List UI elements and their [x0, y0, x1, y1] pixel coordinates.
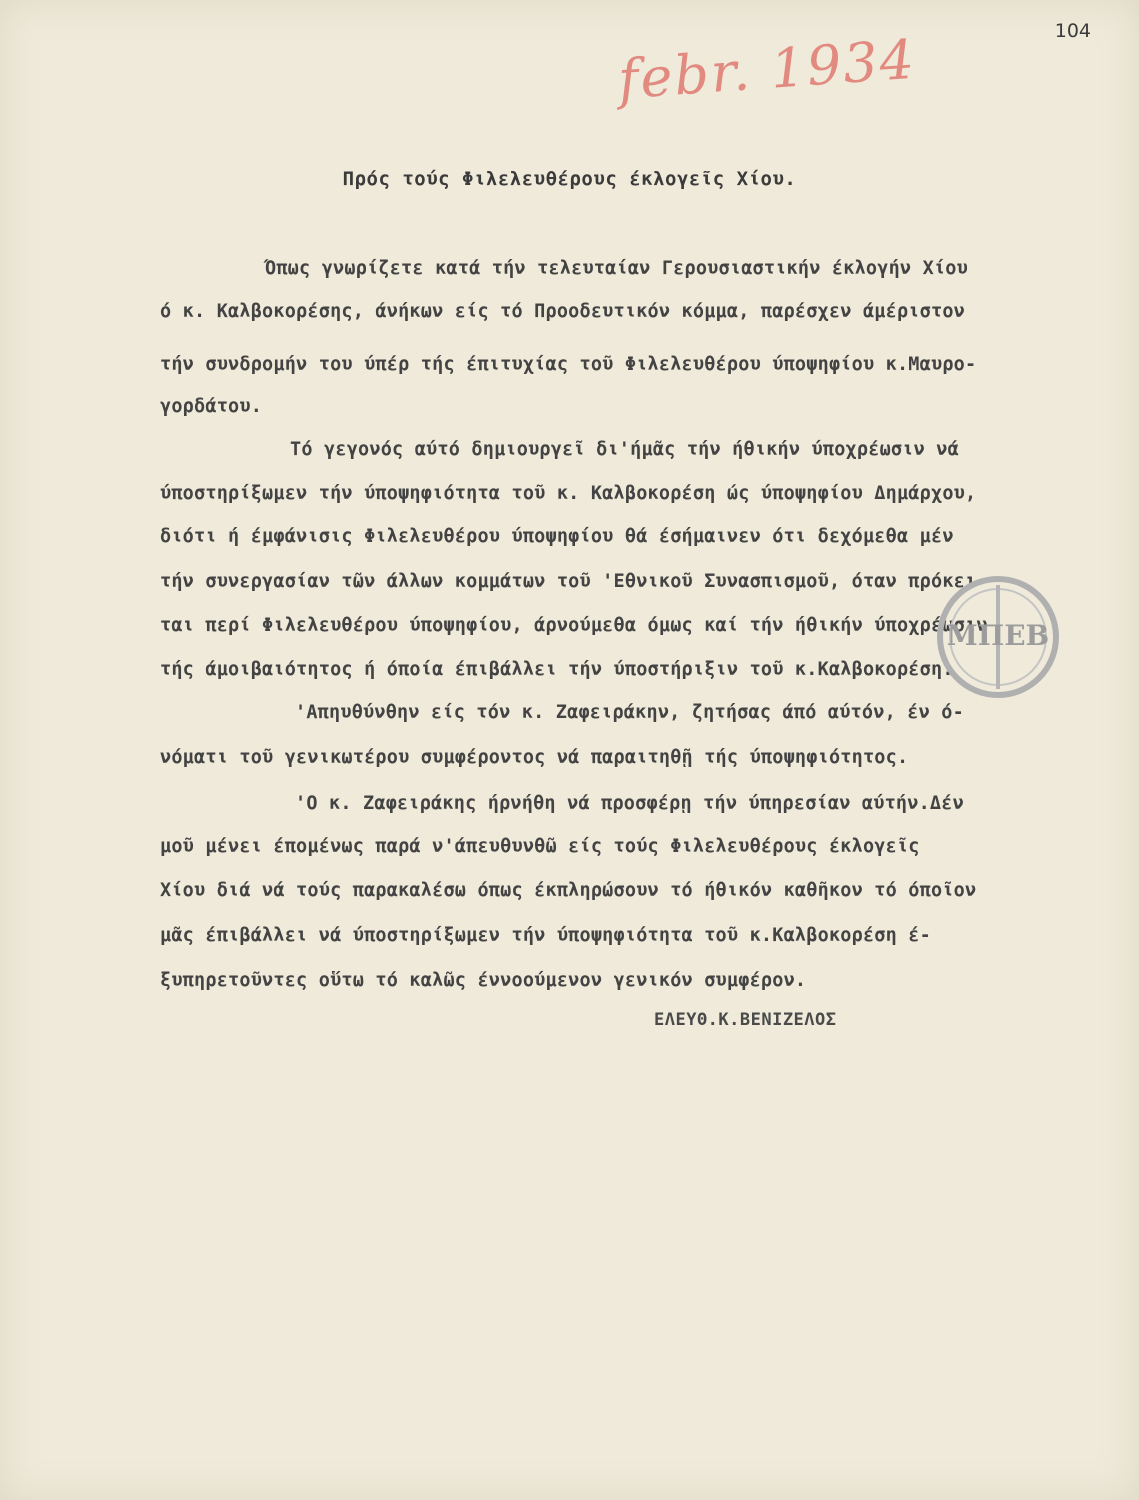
text-line: ό κ. Καλβοκορέσης, άνήκων είς τό Προοδευτικόν κόμμα, παρέσχεν άμέριστον — [160, 301, 965, 322]
text-line: διότι ή έμφάνισις Φιλελευθέρου ύποψηφίου θά έσήμαινεν ότι δεχόμεθα μέν — [160, 526, 954, 547]
text-line: νόματι τοῦ γενικωτέρου συμφέροντος νά παραιτηθῇ τής ύποψηφιότητος. — [160, 747, 909, 768]
page-number: 104 — [1054, 20, 1091, 42]
text-line: Τό γεγονός αύτό δημιουργεῖ δι'ήμᾶς τήν ήθικήν ύποχρέωσιν νά — [290, 439, 959, 460]
text-line: μᾶς έπιβάλλει νά ύποστηρίξωμεν τήν ύποψηφιότητα τοῦ κ.Καλβοκορέση έ- — [160, 925, 931, 946]
handwritten-date: febr. 1934 — [616, 27, 918, 112]
text-line: ξυπηρετοῦντες οὕτω τό καλῶς έννοούμενον γενικόν συμφέρον. — [160, 970, 807, 991]
text-line: τήν συνδρομήν του ύπέρ τής έπιτυχίας τοῦ Φιλελευθέρου ύποψηφίου κ.Μαυρο- — [160, 354, 977, 375]
text-line: Χίου διά νά τούς παρακαλέσω όπως έκπληρώσουν τό ήθικόν καθῆκον τό όποῖον — [160, 880, 977, 901]
text-line: τής άμοιβαιότητος ή όποία έπιβάλλει τήν ύποστήριξιν τοῦ κ.Καλβοκορέση. — [160, 659, 954, 680]
text-line: ύποστηρίξωμεν τήν ύποψηφιότητα τοῦ κ. Καλβοκορέση ώς ύποψηφίου Δημάρχου, — [160, 483, 977, 504]
document-title: Πρός τούς Φιλελευθέρους έκλογεῖς Χίου. — [342, 168, 797, 190]
text-line: 'Απηυθύνθην είς τόν κ. Ζαφειράκην, ζητήσας άπό αύτόν, έν ό- — [295, 702, 964, 723]
text-line: ται περί Φιλελευθέρου ύποψηφίου, άρνούμεθα όμως καί τήν ήθικήν ύποχρέωσιν — [160, 615, 988, 636]
text-line: τήν συνεργασίαν τῶν άλλων κομμάτων τοῦ 'Εθνικοῦ Συνασπισμοῦ, όταν πρόκει- — [160, 571, 988, 592]
text-line: γορδάτου. — [160, 396, 263, 417]
text-line: 'Ο κ. Ζαφειράκης ήρνήθη νά προσφέρῃ τήν ύπηρεσίαν αύτήν.Δέν — [295, 793, 964, 814]
text-line: μοῦ μένει έπομένως παρά ν'άπευθυνθῶ είς τούς Φιλελευθέρους έκλογεῖς — [160, 836, 920, 857]
signature: ΕΛΕΥΘ.Κ.ΒΕΝΙΖΕΛΟΣ — [654, 1010, 837, 1030]
archive-stamp — [936, 575, 1060, 699]
stamp-label: ΜΠΕΒ — [946, 619, 1050, 652]
text-line: Όπως γνωρίζετε κατά τήν τελευταίαν Γερουσιαστικήν έκλογήν Χίου — [265, 258, 968, 279]
